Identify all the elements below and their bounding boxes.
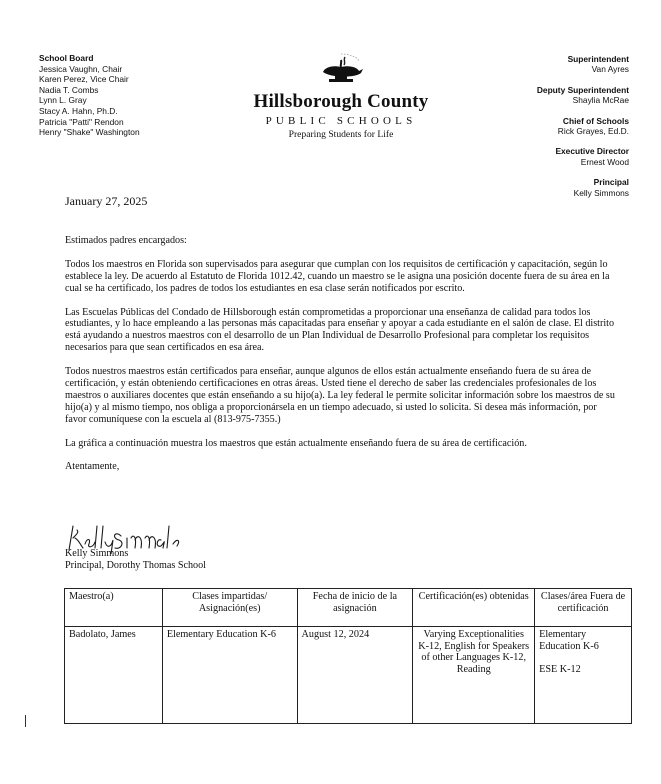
signer-block (65, 548, 206, 572)
column-header: Clases impartidas/ Asignación(es) (162, 589, 297, 627)
letter-body (65, 196, 620, 485)
column-header: Maestro(a) (65, 589, 163, 627)
letter-paragraph: Las Escuelas Públicas del Condado de Hillsborough están comprometidas a proporcionar una enseñanza de calidad para todos los estudiantes, y lo hace empleando a las personas más capacitadas para enseñar y apoyar a cada estudiante en el salón de clase. El distrito está ayudando a nuestros maestros con el desarrollo de un Plan Individual de Desarrollo Profesional para completar los requisitos necesarios para que sean certificados en esa área. (65, 306, 615, 354)
salutation: Estimados padres encargados: (65, 234, 187, 246)
staff-name: Van Ayres (591, 64, 629, 75)
district-subtitle: PUBLIC SCHOOLS (265, 115, 417, 127)
district-name: Hillsborough County (253, 91, 429, 112)
staff-name: Shaylia McRae (572, 95, 629, 106)
staff-title: Superintendent (567, 54, 629, 64)
out-of-field-area: Elementary Education K-6 (539, 629, 599, 652)
board-member: Lynn L. Gray (39, 95, 87, 106)
staff-title: Chief of Schools (562, 115, 629, 126)
lamp-of-learning-icon (311, 50, 371, 88)
signer-name: Kelly Simmons (65, 548, 129, 559)
board-member: Patricia "Patti" Rendon (39, 116, 124, 127)
start-date-cell: August 12, 2024 (297, 627, 413, 724)
out-of-field-area: ESE K-12 (539, 664, 581, 676)
letter-paragraph: La gráfica a continuación muestra los maestros que están actualmente enseñando fuera de su área de certificación. (65, 437, 527, 449)
text-cursor (25, 715, 26, 727)
staff-name: Kelly Simmons (573, 187, 629, 198)
staff-name: Ernest Wood (580, 156, 629, 167)
district-tagline: Preparing Students for Life (288, 129, 394, 140)
staff-entry (537, 146, 629, 167)
board-member: Stacy A. Hahn, Ph.D. (39, 105, 118, 116)
school-board-heading: School Board (39, 53, 94, 63)
school-board (39, 53, 140, 138)
column-header: Clases/área Fuera de certificación (535, 589, 632, 627)
staff-title: Principal (593, 177, 629, 188)
signer-title: Principal, Dorothy Thomas School (65, 560, 206, 571)
board-member: Jessica Vaughn, Chair (39, 63, 123, 74)
staff-name: Rick Grayes, Ed.D. (557, 126, 629, 137)
letter-paragraph: Todos nuestros maestros están certificados para enseñar, aunque algunos de ellos están actualmente enseñando fuera de su área de certificación, y están obteniendo certificaciones en otras áreas. Usted tiene el derecho de saber las credenciales profesionales de los maestros o auxiliares docentes que están enseñando a su hijo(a). La ley federal le permite solicitar información sobre los maestros de su hijo(a) y al mismo tiempo, nos obliga a proporcionársela en un tiempo adecuado, si usted lo solicita. Si desea más información, por favor comuníquese con la escuela al (813-975-7355.) (65, 366, 615, 425)
closing: Atentamente, (65, 460, 120, 472)
staff-entry (537, 177, 629, 198)
column-header: Certificación(es) obtenidas (413, 589, 535, 627)
letter-paragraph: Todos los maestros en Florida son supervisados para asegurar que cumplan con los requisitos de certificación y capacitación, según lo establece la ley. De acuerdo al Estatuto de Florida 1012.42, cuando un maestro se le asigna una posición docente fuera de su área en la cual se ha certificado, los padres de todos los estudiantes en esa clase serán notificados por escrito. (65, 258, 610, 294)
staff-entry (537, 116, 629, 137)
certifications-cell: Varying Exceptionalities K-12, English for Speakers of other Languages K-12, Reading (413, 627, 535, 724)
column-header: Fecha de inicio de la asignación (297, 589, 413, 627)
classes-cell: Elementary Education K-6 (162, 627, 297, 724)
administration-list (537, 54, 629, 208)
out-of-field-table (64, 588, 632, 724)
staff-title: Deputy Superintendent (536, 84, 629, 95)
staff-title: Executive Director (555, 146, 629, 157)
board-member: Karen Perez, Vice Chair (39, 74, 129, 85)
letter-date: January 27, 2025 (65, 194, 148, 208)
table-row (65, 627, 632, 724)
board-member: Nadia T. Combs (39, 84, 99, 95)
staff-entry (537, 85, 629, 106)
teacher-cell: Badolato, James (65, 627, 163, 724)
staff-entry (537, 54, 629, 75)
out-of-field-cell (535, 627, 632, 724)
district-logo (236, 50, 446, 140)
table-header-row (65, 589, 632, 627)
board-member: Henry "Shake" Washington (39, 127, 140, 138)
